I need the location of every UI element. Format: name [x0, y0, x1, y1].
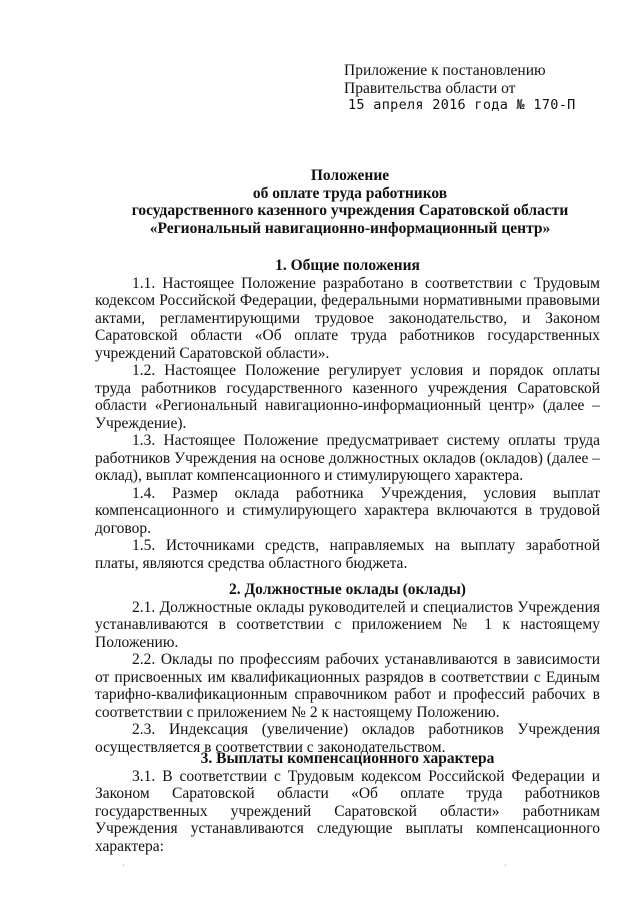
annex-line-1: Приложение к постановлению — [344, 62, 546, 79]
paragraph-2-1: 2.1. Должностные оклады руководителей и специалистов Учреждения устанавливаются в соответствии с приложением № 1 к настоящему Положению. — [95, 598, 600, 651]
title-line-1: Положение — [310, 167, 390, 184]
annex-date-number: 15 апреля 2016 года № 170-П — [348, 97, 576, 113]
paragraph-1-4: 1.4. Размер оклада работника Учреждения, условия выплат компенсационного и стимулирующего характера включаются в трудовой договор. — [95, 484, 600, 537]
document-title — [70, 167, 630, 237]
annex-line-2: Правительства области от — [344, 79, 516, 97]
paragraph-1-1: 1.1. Настоящее Положение разработано в соответствии с Трудовым кодексом Российской Федерации, федеральными нормативными правовыми актами, регламентирующими трудовое законодательство, и Законом Саратовской области «Об оплате труда работников государственных учреждений Саратовской области». — [95, 274, 600, 362]
section-2-heading: 2. Должностные оклады (оклады) — [229, 581, 466, 598]
paragraph-1-2: 1.2. Настоящее Положение регулирует условия и порядок оплаты труда работников государственного казенного учреждения Саратовской области «Региональный навигационно-информационный центр» (далее – Учреждение). — [95, 362, 600, 432]
section-1-heading: 1. Общие положения — [275, 257, 420, 274]
paragraph-1-3: 1.3. Настоящее Положение предусматривает систему оплаты труда работников Учреждения на основе должностных окладов (окладов) (далее – оклад), выплат компенсационного и стимулирующего характера. — [95, 432, 600, 484]
scan-mark-right: · — [504, 861, 507, 870]
title-line-2: об оплате труда работников — [252, 184, 448, 202]
section-3-heading: 3. Выплаты компенсационного характера — [200, 750, 495, 767]
scan-mark-left: · — [122, 861, 125, 870]
title-line-4: «Региональный навигационно-информационный центр» — [149, 219, 551, 237]
title-line-3: государственного казенного учреждения Саратовской области — [131, 202, 569, 219]
section-1 — [95, 257, 600, 572]
paragraph-2-2: 2.2. Оклады по профессиям рабочих устанавливаются в зависимости от присвоенных им квалификационных разрядов в соответствии с Единым тарифно-квалификационным справочником работ и профессий рабочих в соответствии с приложением № 2 к настоящему Положению. — [95, 651, 600, 721]
annex-reference — [344, 62, 576, 115]
section-3 — [95, 750, 600, 855]
section-2 — [95, 581, 600, 756]
paragraph-3-1: 3.1. В соответствии с Трудовым кодексом Российской Федерации и Законом Саратовской области «Об оплате труда работников государственных учреждений Саратовской области» работникам Учреждения устанавливаются следующие выплаты компенсационного характера: — [95, 767, 600, 855]
paragraph-2-3: 2.3. Индексация (увеличение) окладов работников Учреждения осуществляется в соответствии с законодательством. — [95, 721, 600, 756]
paragraph-1-5: 1.5. Источниками средств, направляемых на выплату заработной платы, являются средства областного бюджета. — [95, 537, 600, 572]
